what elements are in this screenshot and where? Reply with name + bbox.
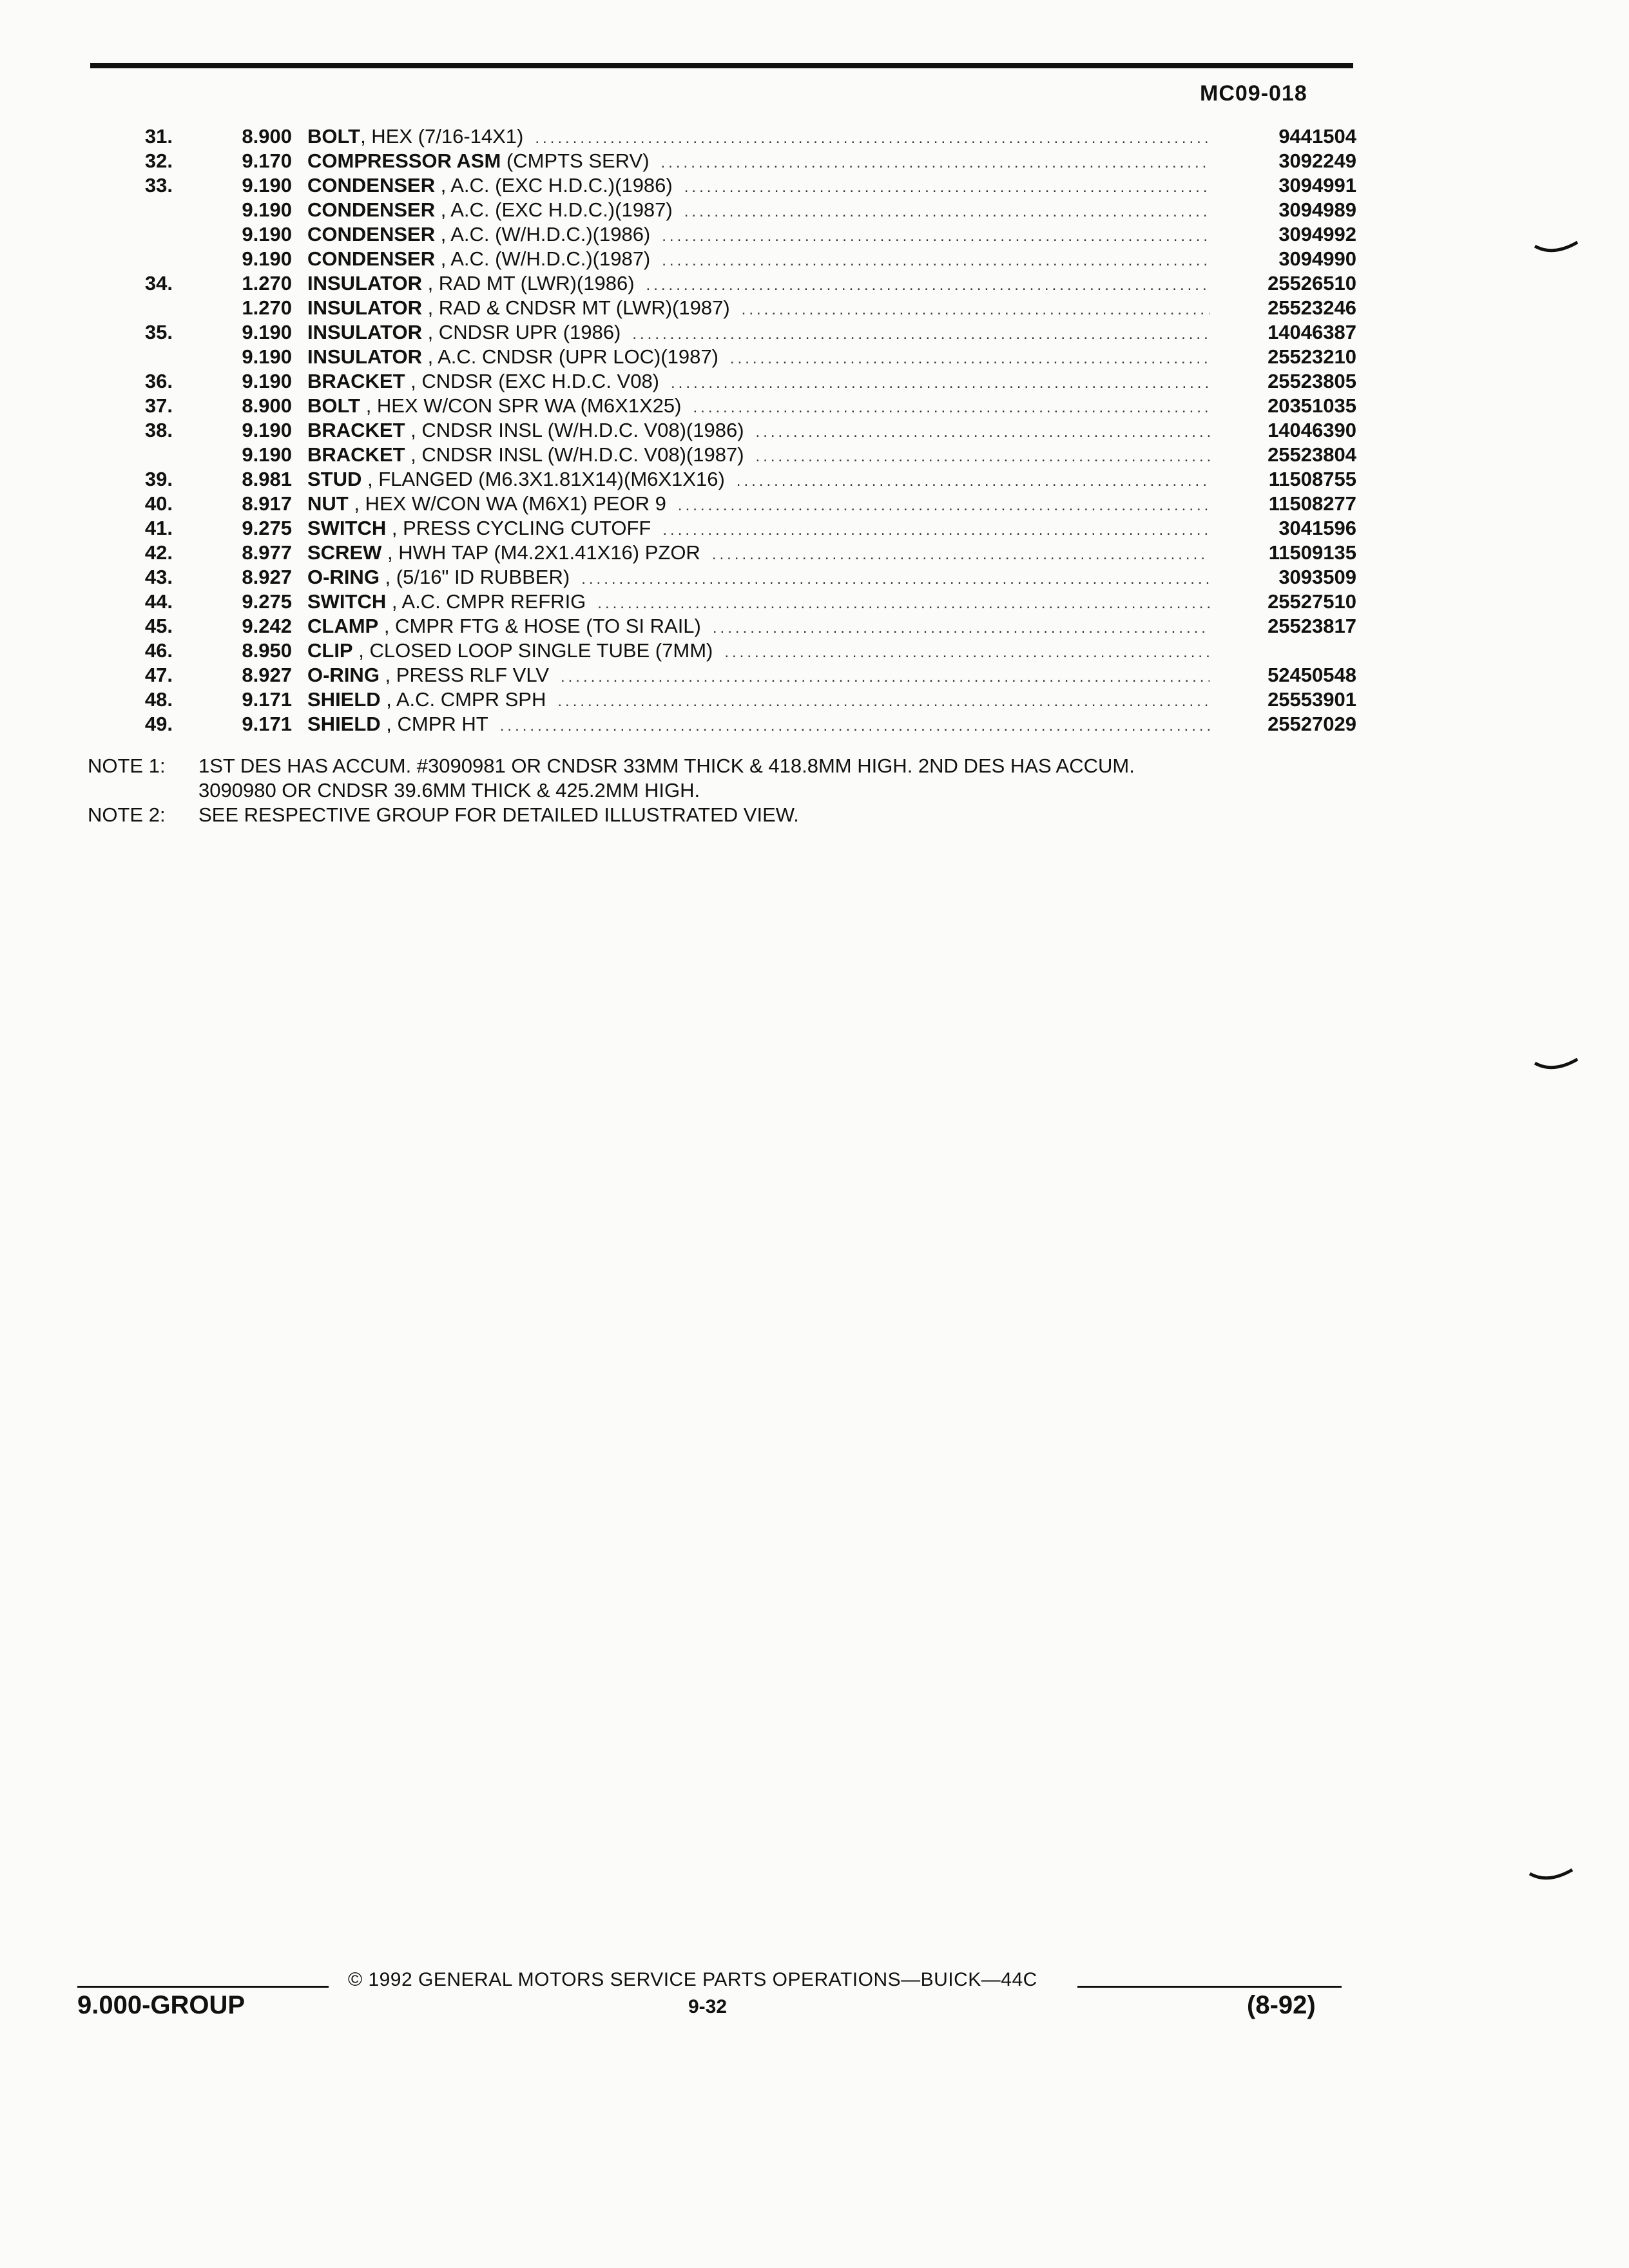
parts-row xyxy=(97,541,1356,565)
parts-row xyxy=(97,173,1356,198)
note-label: NOTE 2: xyxy=(88,803,166,826)
ref-number: 35. xyxy=(144,321,173,343)
dot-leader xyxy=(678,494,1210,518)
part-number: 25523804 xyxy=(1268,443,1356,466)
part-description xyxy=(307,173,673,198)
part-name: INSULATOR xyxy=(307,345,422,368)
dot-leader xyxy=(597,591,1210,616)
part-number: 25523805 xyxy=(1268,370,1356,392)
note-text: 3090980 OR CNDSR 39.6MM THICK & 425.2MM HIGH. xyxy=(198,779,700,802)
part-name: O-RING xyxy=(307,664,380,686)
top-rule xyxy=(90,63,1353,68)
part-detail: , HEX W/CON WA (M6X1) PEOR 9 xyxy=(348,492,666,515)
part-number: 20351035 xyxy=(1268,394,1356,417)
part-number: 3093509 xyxy=(1278,566,1356,588)
group-number: 9.190 xyxy=(242,174,292,197)
group-number: 8.900 xyxy=(242,125,292,148)
part-number: 11509135 xyxy=(1268,541,1356,564)
ref-number: 34. xyxy=(144,272,173,294)
group-number: 8.977 xyxy=(242,541,292,564)
dot-leader xyxy=(742,298,1210,322)
part-description xyxy=(307,467,725,492)
parts-row xyxy=(97,320,1356,345)
part-detail: , CMPR HT xyxy=(380,713,488,735)
binder-tick-mark xyxy=(1528,1867,1574,1887)
note-text: SEE RESPECTIVE GROUP FOR DETAILED ILLUSTRATED VIEW. xyxy=(198,803,799,826)
part-detail: , CNDSR (EXC H.D.C. V08) xyxy=(405,370,660,392)
dot-leader xyxy=(561,665,1210,689)
parts-list xyxy=(97,124,1356,736)
ref-number: 33. xyxy=(144,174,173,197)
part-number: 11508755 xyxy=(1268,468,1356,490)
group-number: 1.270 xyxy=(242,296,292,319)
part-name: SWITCH xyxy=(307,517,387,539)
part-description xyxy=(307,492,666,516)
part-detail: , CNDSR INSL (W/H.D.C. V08)(1986) xyxy=(405,419,744,441)
part-name: SHIELD xyxy=(307,688,381,711)
dot-leader xyxy=(557,689,1210,714)
part-number: 25553901 xyxy=(1268,688,1356,711)
parts-row xyxy=(97,687,1356,712)
part-detail: , CLOSED LOOP SINGLE TUBE (7MM) xyxy=(352,639,713,662)
part-detail: (CMPTS SERV) xyxy=(501,149,650,172)
group-number: 9.190 xyxy=(242,443,292,466)
dot-leader xyxy=(661,151,1210,175)
group-number: 8.917 xyxy=(242,492,292,515)
dot-leader xyxy=(632,322,1210,347)
part-detail: , FLANGED (M6.3X1.81X14)(M6X1X16) xyxy=(361,468,725,490)
part-name: COMPRESSOR ASM xyxy=(307,149,501,172)
part-name: BRACKET xyxy=(307,370,405,392)
part-detail: , A.C. (W/H.D.C.)(1987) xyxy=(435,247,651,270)
group-number: 9.190 xyxy=(242,321,292,343)
part-detail: , A.C. CNDSR (UPR LOC)(1987) xyxy=(421,345,718,368)
part-name: CLAMP xyxy=(307,615,379,637)
ref-number: 46. xyxy=(144,639,173,662)
part-detail: , A.C. CMPR SPH xyxy=(380,688,546,711)
part-number: 3094992 xyxy=(1278,223,1356,245)
parts-row xyxy=(97,614,1356,639)
part-description xyxy=(307,369,659,394)
part-number: 3094990 xyxy=(1278,247,1356,270)
part-number: 9441504 xyxy=(1278,125,1356,148)
part-number: 52450548 xyxy=(1268,664,1356,686)
dot-leader xyxy=(724,640,1210,665)
part-name: SCREW xyxy=(307,541,382,564)
dot-leader xyxy=(730,347,1210,371)
parts-row xyxy=(97,222,1356,247)
parts-row xyxy=(97,663,1356,687)
part-description xyxy=(307,663,549,687)
group-number: 1.270 xyxy=(242,272,292,294)
dot-leader xyxy=(662,224,1210,249)
ref-number: 45. xyxy=(144,615,173,637)
dot-leader xyxy=(737,469,1210,494)
part-name: NUT xyxy=(307,492,349,515)
group-number: 8.981 xyxy=(242,468,292,490)
part-name: INSULATOR xyxy=(307,296,422,319)
group-number: 9.190 xyxy=(242,198,292,221)
part-number: 25523246 xyxy=(1268,296,1356,319)
ref-number: 37. xyxy=(144,394,173,417)
parts-row xyxy=(97,369,1356,394)
part-number: 25526510 xyxy=(1268,272,1356,294)
dot-leader xyxy=(713,616,1210,640)
part-name: INSULATOR xyxy=(307,321,422,343)
ref-number: 47. xyxy=(144,664,173,686)
footer-rule-right xyxy=(1077,1986,1342,1988)
part-detail: , HEX (7/16-14X1) xyxy=(360,125,524,148)
part-name: CONDENSER xyxy=(307,223,436,245)
part-detail: , CNDSR INSL (W/H.D.C. V08)(1987) xyxy=(405,443,744,466)
part-description xyxy=(307,639,713,663)
ref-number: 31. xyxy=(144,125,173,148)
part-name: SWITCH xyxy=(307,590,387,613)
ref-number: 40. xyxy=(144,492,173,515)
part-detail: , HEX W/CON SPR WA (M6X1X25) xyxy=(360,394,682,417)
part-number: 25523817 xyxy=(1268,615,1356,637)
part-detail: , RAD & CNDSR MT (LWR)(1987) xyxy=(421,296,730,319)
ref-number: 42. xyxy=(144,541,173,564)
part-description xyxy=(307,124,523,149)
part-number: 11508277 xyxy=(1268,492,1356,515)
group-number: 9.190 xyxy=(242,223,292,245)
part-description xyxy=(307,516,651,541)
part-detail: , A.C. (EXC H.D.C.)(1986) xyxy=(435,174,673,197)
part-number: 3094989 xyxy=(1278,198,1356,221)
part-detail: , CMPR FTG & HOSE (TO SI RAIL) xyxy=(378,615,701,637)
footer-rule-left xyxy=(77,1986,329,1988)
part-name: CONDENSER xyxy=(307,247,436,270)
part-description xyxy=(307,418,744,443)
part-number: 25527510 xyxy=(1268,590,1356,613)
note-line xyxy=(88,754,1370,778)
dot-leader xyxy=(684,175,1210,200)
part-description xyxy=(307,541,700,565)
part-description xyxy=(307,614,701,639)
binder-tick-mark xyxy=(1534,240,1579,259)
part-detail: , PRESS RLF VLV xyxy=(379,664,549,686)
group-label: 9.000-GROUP xyxy=(77,1991,246,2019)
group-number: 8.900 xyxy=(242,394,292,417)
parts-row xyxy=(97,590,1356,614)
dot-leader xyxy=(684,200,1210,224)
part-name: STUD xyxy=(307,468,362,490)
part-description xyxy=(307,247,650,271)
part-number: 14046387 xyxy=(1268,321,1356,343)
part-description xyxy=(307,296,730,320)
part-description xyxy=(307,320,621,345)
dot-leader xyxy=(535,126,1210,151)
part-detail: , RAD MT (LWR)(1986) xyxy=(421,272,635,294)
ref-number: 43. xyxy=(144,566,173,588)
parts-row xyxy=(97,345,1356,369)
group-number: 8.927 xyxy=(242,664,292,686)
part-number: 3092249 xyxy=(1278,149,1356,172)
part-detail: , A.C. CMPR REFRIG xyxy=(386,590,586,613)
ref-number: 32. xyxy=(144,149,173,172)
part-description xyxy=(307,149,650,173)
group-number: 9.242 xyxy=(242,615,292,637)
part-description xyxy=(307,198,673,222)
part-name: BRACKET xyxy=(307,419,405,441)
part-name: SHIELD xyxy=(307,713,381,735)
parts-row xyxy=(97,198,1356,222)
parts-row xyxy=(97,296,1356,320)
part-description xyxy=(307,687,546,712)
note-line xyxy=(88,778,1370,803)
part-number: 3041596 xyxy=(1278,517,1356,539)
page-number: 9-32 xyxy=(688,1996,728,2017)
part-description xyxy=(307,345,718,369)
ref-number: 44. xyxy=(144,590,173,613)
parts-row xyxy=(97,516,1356,541)
binder-tick-mark xyxy=(1534,1057,1579,1076)
parts-row xyxy=(97,394,1356,418)
part-number: 25523210 xyxy=(1268,345,1356,368)
part-detail: , PRESS CYCLING CUTOFF xyxy=(386,517,651,539)
dot-leader xyxy=(671,371,1210,396)
dot-leader xyxy=(500,714,1210,738)
ref-number: 41. xyxy=(144,517,173,539)
part-detail: , CNDSR UPR (1986) xyxy=(421,321,621,343)
parts-row xyxy=(97,418,1356,443)
parts-row xyxy=(97,639,1356,663)
part-detail: , A.C. (W/H.D.C.)(1986) xyxy=(435,223,651,245)
part-name: BRACKET xyxy=(307,443,405,466)
part-name: CONDENSER xyxy=(307,198,436,221)
group-number: 9.171 xyxy=(242,713,292,735)
note-label: NOTE 1: xyxy=(88,754,166,777)
parts-row xyxy=(97,565,1356,590)
part-name: O-RING xyxy=(307,566,380,588)
part-name: CONDENSER xyxy=(307,174,436,197)
part-detail: , HWH TAP (M4.2X1.41X16) PZOR xyxy=(381,541,700,564)
part-detail: , (5/16" ID RUBBER) xyxy=(379,566,570,588)
dot-leader xyxy=(662,518,1210,543)
group-number: 9.275 xyxy=(242,590,292,613)
parts-row xyxy=(97,271,1356,296)
parts-row xyxy=(97,467,1356,492)
revision-date: (8-92) xyxy=(1247,1991,1316,2019)
dot-leader xyxy=(662,249,1210,273)
ref-number: 39. xyxy=(144,468,173,490)
group-number: 9.171 xyxy=(242,688,292,711)
parts-row xyxy=(97,492,1356,516)
group-number: 9.190 xyxy=(242,370,292,392)
ref-number: 48. xyxy=(144,688,173,711)
group-number: 8.950 xyxy=(242,639,292,662)
part-description xyxy=(307,712,488,736)
notes-section xyxy=(88,754,1370,827)
part-number: 14046390 xyxy=(1268,419,1356,441)
part-description xyxy=(307,565,570,590)
part-description xyxy=(307,443,744,467)
dot-leader xyxy=(581,567,1210,591)
note-text: 1ST DES HAS ACCUM. #3090981 OR CNDSR 33MM THICK & 418.8MM HIGH. 2ND DES HAS ACCUM. xyxy=(198,754,1135,777)
copyright-line: © 1992 GENERAL MOTORS SERVICE PARTS OPERATIONS—BUICK—44C xyxy=(348,1969,1037,1990)
part-description xyxy=(307,590,586,614)
part-number: 25527029 xyxy=(1268,713,1356,735)
part-name: BOLT xyxy=(307,125,361,148)
ref-number: 38. xyxy=(144,419,173,441)
dot-leader xyxy=(693,396,1210,420)
parts-row xyxy=(97,124,1356,149)
dot-leader xyxy=(756,420,1210,445)
parts-row xyxy=(97,247,1356,271)
document-code: MC09-018 xyxy=(1200,81,1307,106)
part-name: INSULATOR xyxy=(307,272,422,294)
parts-row xyxy=(97,443,1356,467)
part-detail: , A.C. (EXC H.D.C.)(1987) xyxy=(435,198,673,221)
part-number: 3094991 xyxy=(1278,174,1356,197)
part-description xyxy=(307,222,650,247)
group-number: 9.190 xyxy=(242,345,292,368)
ref-number: 36. xyxy=(144,370,173,392)
dot-leader xyxy=(646,273,1210,298)
group-number: 9.190 xyxy=(242,247,292,270)
dot-leader xyxy=(712,543,1210,567)
part-name: CLIP xyxy=(307,639,353,662)
note-line xyxy=(88,803,1370,827)
group-number: 9.170 xyxy=(242,149,292,172)
part-name: BOLT xyxy=(307,394,361,417)
dot-leader xyxy=(756,445,1210,469)
group-number: 9.275 xyxy=(242,517,292,539)
part-description xyxy=(307,271,635,296)
group-number: 9.190 xyxy=(242,419,292,441)
parts-row xyxy=(97,149,1356,173)
group-number: 8.927 xyxy=(242,566,292,588)
parts-row xyxy=(97,712,1356,736)
part-description xyxy=(307,394,681,418)
ref-number: 49. xyxy=(144,713,173,735)
